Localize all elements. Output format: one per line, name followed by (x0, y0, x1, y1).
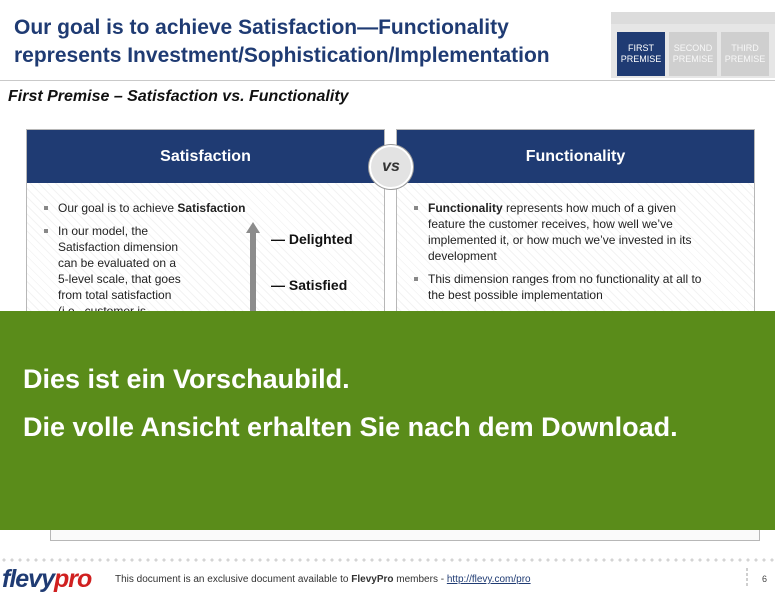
satisfaction-bullet-2-line: can be evaluated on a (58, 256, 177, 270)
functionality-heading: Functionality (397, 130, 754, 183)
functionality-bullet-2-line: the best possible implementation (428, 288, 603, 302)
title-line-1: Our goal is to achieve Satisfaction—Functionality (14, 16, 509, 39)
footer-notice-prefix: This document is an exclusive document available to (115, 574, 352, 585)
tab-first-premise-line1: FIRST (628, 43, 654, 53)
footer-notice-middle: members - (393, 574, 447, 585)
functionality-bullet-1-line: development (428, 249, 497, 263)
preview-notice-line-2: Die volle Ansicht erhalten Sie nach dem Download. (23, 412, 678, 442)
flevypro-logo: flevypro (2, 565, 92, 593)
preview-notice-line-1: Dies ist ein Vorschaubild. (23, 364, 350, 394)
tab-third-premise-line2: PREMISE (724, 54, 766, 64)
vs-badge: vs (369, 145, 413, 189)
footer-divider (746, 568, 748, 586)
tab-first-premise-line2: PREMISE (620, 54, 662, 64)
bullet-marker (414, 206, 418, 210)
level-satisfied: — Satisfied (271, 277, 348, 293)
tab-second-premise-line1: SECOND (673, 43, 713, 53)
section-subtitle: First Premise – Satisfaction vs. Functionality (8, 88, 349, 105)
functionality-bullet-1-line: represents how much of a given (502, 201, 677, 215)
satisfaction-bullet-2-line: Satisfaction dimension (58, 240, 179, 254)
tab-first-premise[interactable] (617, 32, 665, 76)
preview-overlay-banner (0, 311, 775, 530)
title-divider (0, 80, 775, 81)
footer-notice-brand: FlevyPro (351, 574, 394, 585)
scale-arrow-shaft (250, 232, 256, 322)
functionality-bullet-1 (428, 200, 738, 264)
footer-dot-pattern (0, 556, 775, 564)
functionality-bullet-1-line: implemented it, or how much we’ve invested in its (428, 233, 692, 247)
satisfaction-bullet-2 (58, 223, 208, 319)
level-delighted: — Delighted (271, 231, 353, 247)
functionality-bullet-2 (428, 271, 738, 303)
slide-title (14, 14, 594, 70)
functionality-bullet-1-bold: Functionality (428, 201, 503, 215)
satisfaction-bullet-2-line: from total satisfaction (58, 288, 172, 302)
bullet-marker (44, 206, 48, 210)
satisfaction-bullet-1 (58, 200, 245, 216)
footer-link[interactable]: http://flevy.com/pro (446, 574, 531, 585)
footer-notice (115, 574, 531, 585)
page-number: 6 (762, 574, 768, 584)
tab-third-premise-line1: THIRD (731, 43, 759, 53)
satisfaction-bullet-2-line: In our model, the (58, 224, 149, 238)
tab-third-premise[interactable] (721, 32, 769, 76)
premise-tabs (611, 12, 775, 78)
bullet-marker (414, 277, 418, 281)
title-line-2: represents Investment/Sophistication/Implementation (14, 44, 550, 67)
functionality-bullet-1-line: feature the customer receives, how well we’ve (428, 217, 673, 231)
satisfaction-bullet-1-bold: Satisfaction (177, 201, 246, 215)
satisfaction-bullet-1-text: Our goal is to achieve (58, 201, 178, 215)
satisfaction-heading: Satisfaction (27, 130, 384, 183)
tab-second-premise-line2: PREMISE (672, 54, 714, 64)
premise-tabs-strip (611, 12, 775, 24)
tab-second-premise[interactable] (669, 32, 717, 76)
functionality-bullet-2-line: This dimension ranges from no functionality at all to (428, 272, 702, 286)
satisfaction-bullet-2-line: 5-level scale, that goes (58, 272, 181, 286)
bullet-marker (44, 229, 48, 233)
panel-bottom-edge (50, 530, 760, 541)
